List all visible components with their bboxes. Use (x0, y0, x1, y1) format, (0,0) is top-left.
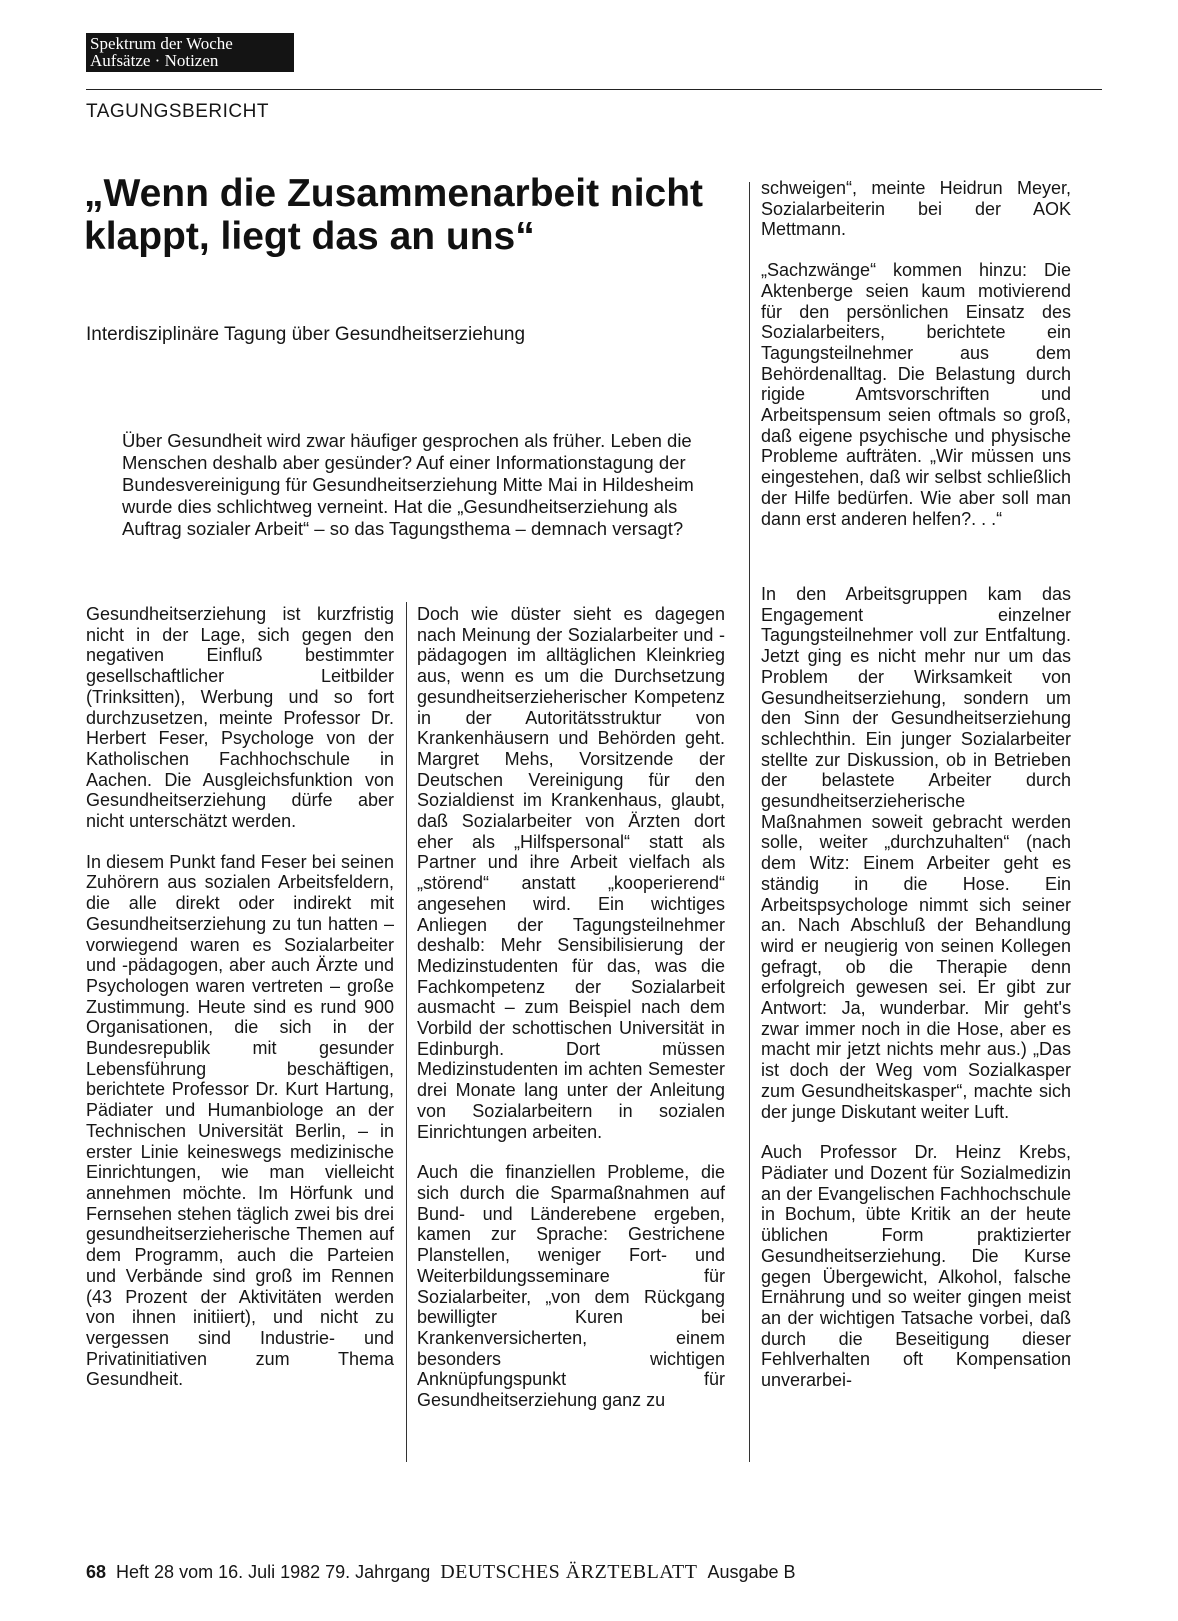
edition: Ausgabe B (707, 1562, 796, 1582)
section-label-line2: Aufsätze · Notizen (90, 51, 219, 70)
column-divider (749, 182, 750, 1462)
kicker: TAGUNGSBERICHT (86, 101, 269, 122)
article-lead: Über Gesundheit wird zwar häufiger gesprochen als früher. Leben die Menschen deshalb aber gesünder? Auf einer Informationstagung der Bundesvereinigung für Gesundheitserziehung Mitte Mai in Hildesheim wurde dies schlichtweg verneint. Hat die „Gesundheitserziehung als Auftrag sozialer Arbeit“ – so das Tagungsthema – demnach versagt? (122, 430, 694, 539)
column-1 (86, 604, 394, 1390)
page-footer (86, 1561, 796, 1584)
paragraph: In diesem Punkt fand Feser bei seinen Zuhörern aus sozialen Arbeitsfeldern, die alle direkt oder indirekt mit Gesundheitserziehung zu tun hatten – vorwiegend waren es Sozialarbeiter und -pädagogen, aber auch Ärzte und Psychologen waren vertreten – große Zustimmung. Heute sind es rund 900 Organisationen, die sich in der Bundesrepublik mit gesunder Lebensführung beschäftigen, berichtete Professor Dr. Kurt Hartung, Pädiater und Humanbiologe an der Technischen Universität Berlin, – in erster Linie keineswegs medizinische Einrichtungen, wie man vielleicht annehmen möchte. Im Hörfunk und Fernsehen stehen täglich zwei bis drei gesundheitserzieherische Themen auf dem Programm, auch die Parteien und Verbände sind groß im Rennen (43 Prozent der Aktivitäten werden von ihnen initiiert), und nicht zu vergessen sind Industrie- und Privatinitiativen zum Thema Gesundheit. (86, 851, 394, 1390)
paragraph: Gesundheitserziehung ist kurzfristig nicht in der Lage, sich gegen den negativen Einfluß bestimmter gesellschaftlicher Leitbilder (Trinksitten), Werbung und so fort durchzusetzen, meinte Professor Dr. Herbert Feser, Psychologe von der Katholischen Fachhochschule in Aachen. Die Ausgleichsfunktion von Gesundheitserziehung dürfe aber nicht unterschätzt werden. (86, 604, 394, 832)
section-label-box (86, 33, 294, 72)
column-4 (761, 584, 1071, 1391)
paragraph: schweigen“, meinte Heidrun Meyer, Sozialarbeiterin bei der AOK Mettmann. (761, 178, 1071, 240)
paragraph: Auch die finanziellen Probleme, die sich durch die Sparmaßnahmen auf Bund- und Länderebene ergeben, kamen zur Sprache: Gestrichene Planstellen, weniger Fort- und Weiterbildungsseminare für Sozialarbeiter, „von dem Rückgang bewilligter Kuren bei Krankenversicherten, einem besonders wichtigen Anknüpfungspunkt für Gesundheitserziehung ganz zu (417, 1162, 725, 1411)
paragraph: In den Arbeitsgruppen kam das Engagement einzelner Tagungsteilnehmer voll zur Entfaltung. Jetzt ging es nicht mehr nur um das Problem der Wirksamkeit von Gesundheitserziehung, sondern um den Sinn der Gesundheitserziehung schlechthin. Ein junger Sozialarbeiter stellte zur Diskussion, ob in Betrieben der belastete Arbeiter durch gesundheitserzieherische Maßnahmen soweit gebracht werden solle, weiter „durchzuhalten“ (nach dem Witz: Einem Arbeiter geht es ständig in die Hose. Ein Arbeitspsychologe nimmt sich seiner an. Nach Abschluß der Behandlung wird er neugierig von seinen Kollegen gefragt, ob die Therapie denn erfolgreich gewesen sei. Er gibt zur Antwort: Ja, wunderbar. Mir geht's zwar immer noch in die Hose, aber es macht mir jetzt nichts mehr aus.) „Das ist doch der Weg vom Sozialkasper zum Gesundheitskasper“, machte sich der junge Diskutant weiter Luft. (761, 584, 1071, 1122)
paragraph: Doch wie düster sieht es dagegen nach Meinung der Sozialarbeiter und -pädagogen im alltäglichen Kleinkrieg aus, wenn es um die Durchsetzung gesundheitserzieherischer Kompetenz in der Autoritätsstruktur von Krankenhäusern und Behörden geht. Margret Mehs, Vorsitzende der Deutschen Vereinigung für den Sozialdienst im Krankenhaus, glaubt, daß Sozialarbeiter von Ärzten dort eher als „Hilfspersonal“ statt als Partner und ihre Arbeit vielfach als „störend“ anstatt „kooperierend“ angesehen wird. Ein wichtiges Anliegen der Tagungsteilnehmer deshalb: Mehr Sensibilisierung der Medizinstudenten für das, was die Fachkompetenz der Sozialarbeit ausmacht – zum Beispiel nach dem Vorbild der schottischen Universität in Edinburgh. Dort müssen Medizinstudenten im achten Semester drei Monate lang unter der Anleitung von Sozialarbeitern in sozialen Einrichtungen arbeiten. (417, 604, 725, 1142)
top-rule (86, 89, 1102, 90)
article-subhead: Interdisziplinäre Tagung über Gesundheitserziehung (86, 324, 526, 345)
paragraph: Auch Professor Dr. Heinz Krebs, Pädiater und Dozent für Sozialmedizin an der Evangelischen Fachhochschule in Bochum, übte Kritik an der heute üblichen Form praktizierter Gesundheitserziehung. Die Kurse gegen Übergewicht, Alkohol, falsche Ernährung und so weiter gingen meist an der wichtigen Tatsache vorbei, daß durch die Beseitigung dieser Fehlverhalten oft Kompensation unverarbei- (761, 1142, 1071, 1391)
column-2 (417, 604, 725, 1411)
column-3 (761, 178, 1071, 529)
issue-info: Heft 28 vom 16. Juli 1982 79. Jahrgang (116, 1562, 431, 1582)
column-divider (406, 602, 407, 1462)
paragraph: „Sachzwänge“ kommen hinzu: Die Aktenberge seien kaum motivierend für den persönlichen Einsatz des Sozialarbeiters, berichtete ein Tagungsteilnehmer aus dem Behördenalltag. Die Belastung durch rigide Amtsvorschriften und Arbeitspensum seien oftmals so groß, daß eigene psychische und physische Probleme aufträten. „Wir müssen uns eingestehen, daß wir selbst schließlich der Hilfe bedürfen. Wie aber soll man dann erst anderen helfen?. . .“ (761, 260, 1071, 529)
page-number: 68 (86, 1562, 107, 1582)
journal-name: DEUTSCHES ÄRZTEBLATT (440, 1561, 698, 1583)
section-label-line1: Spektrum der Woche (90, 34, 233, 53)
article-headline: „Wenn die Zusammenarbeit nicht klappt, liegt das an uns“ (84, 172, 704, 258)
